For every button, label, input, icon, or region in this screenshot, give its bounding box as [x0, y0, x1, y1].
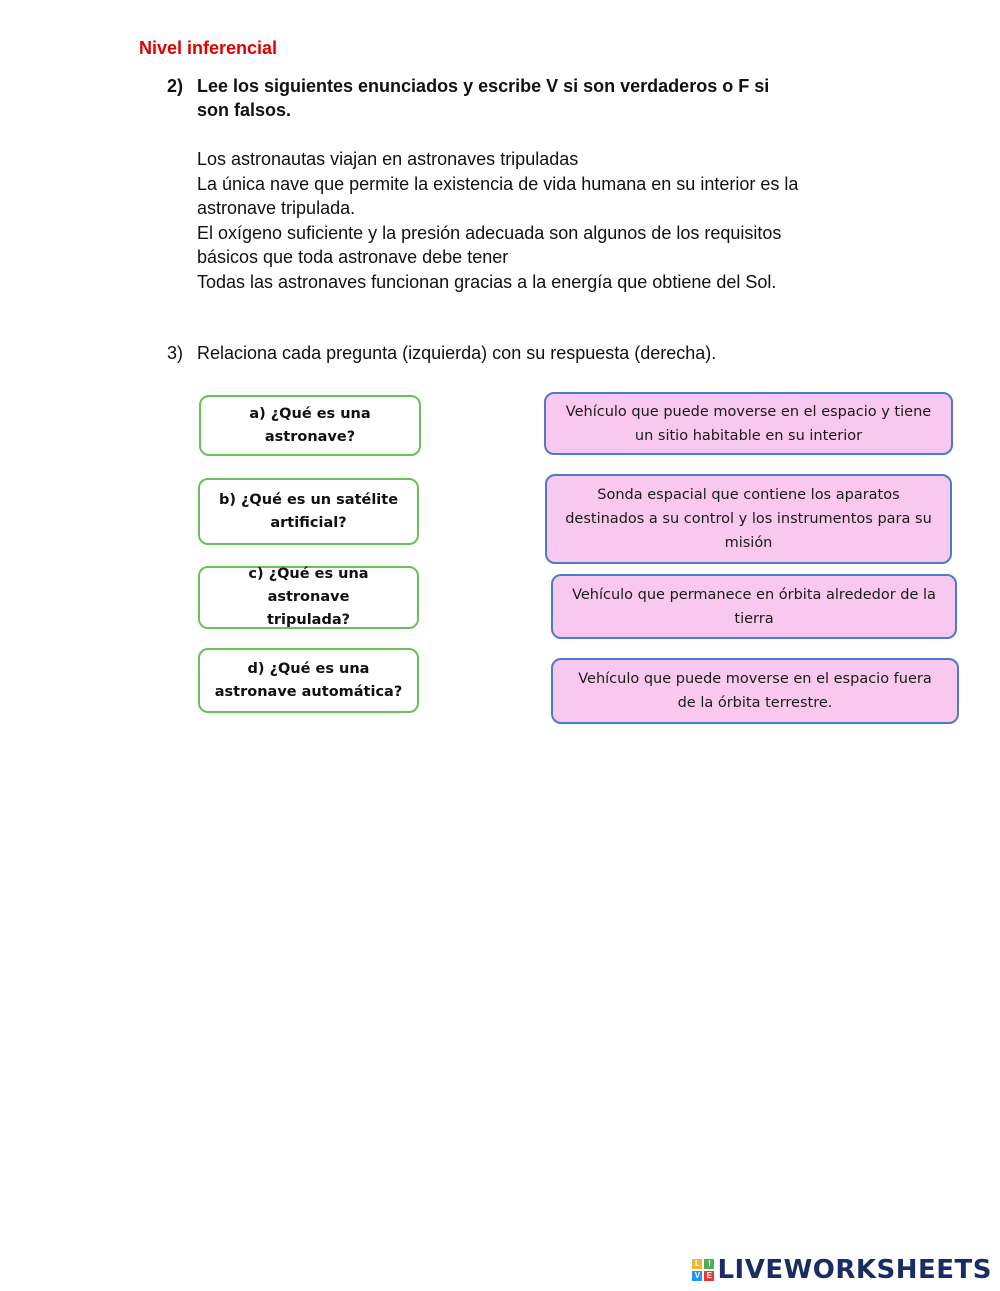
question-d-line2: astronave automática? — [214, 683, 403, 700]
question-box-a[interactable] — [199, 395, 421, 456]
question-a-line1: a) ¿Qué es una — [249, 405, 371, 422]
section-title: Nivel inferencial — [139, 38, 278, 58]
answer-1-line2: un sitio habitable en su interior — [634, 427, 863, 444]
question-2-prompt — [197, 74, 847, 122]
logo-squares-icon — [692, 1259, 714, 1281]
answer-box-1[interactable] — [544, 392, 953, 455]
question-b-line2: artificial? — [270, 514, 347, 531]
question-2-number: 2) — [167, 76, 184, 96]
question-2-prompt-line2: son falsos. — [197, 100, 292, 120]
answer-3-line1: Vehículo que permanece en órbita alrededor de la — [572, 586, 936, 603]
logo-square: I — [704, 1259, 714, 1269]
answer-2-line2: destinados a su control y los instrumentos para su — [565, 511, 932, 527]
statement-list — [197, 147, 877, 294]
logo-square: V — [692, 1271, 702, 1281]
logo-text: LIVEWORKSHEETS — [717, 1255, 992, 1285]
question-box-c[interactable] — [198, 566, 419, 629]
liveworksheets-logo — [692, 1254, 992, 1286]
statement-line: Los astronautas viajan en astronaves tripuladas — [197, 149, 579, 169]
question-3-number: 3) — [167, 343, 184, 363]
question-box-b[interactable] — [198, 478, 419, 545]
answer-2-line1: Sonda espacial que contiene los aparatos — [597, 487, 900, 503]
answer-box-2[interactable] — [545, 474, 952, 564]
logo-square: L — [692, 1259, 702, 1269]
statement-line: La única nave que permite la existencia de vida humana en su interior es la — [197, 173, 799, 194]
question-box-d[interactable] — [198, 648, 419, 713]
statement-line: astronave tripulada. — [197, 198, 356, 218]
answer-4-line1: Vehículo que puede moverse en el espacio fuera — [578, 671, 932, 687]
question-a-line2: astronave? — [264, 428, 356, 445]
answer-3-line2: tierra — [734, 610, 774, 627]
logo-square: E — [704, 1271, 714, 1281]
statement-line: Todas las astronaves funcionan gracias a la energía que obtiene del Sol. — [197, 271, 777, 292]
question-2-prompt-line1: Lee los siguientes enunciados y escribe V si son verdaderos o F si — [197, 76, 770, 96]
statement-line: El oxígeno suficiente y la presión adecuada son algunos de los requisitos — [197, 222, 782, 243]
answer-box-4[interactable] — [551, 658, 959, 724]
question-c-line2: tripulada? — [266, 612, 351, 628]
question-3-prompt: Relaciona cada pregunta (izquierda) con su respuesta (derecha). — [197, 343, 717, 363]
answer-box-3[interactable] — [551, 574, 957, 639]
answer-2-line3: misión — [724, 535, 773, 551]
question-c-line1: c) ¿Qué es una astronave — [248, 566, 369, 605]
answer-1-line1: Vehículo que puede moverse en el espacio y tiene — [565, 403, 932, 420]
statement-line: básicos que toda astronave debe tener — [197, 247, 509, 267]
question-b-line1: b) ¿Qué es un satélite — [218, 491, 399, 508]
answer-4-line2: de la órbita terrestre. — [677, 695, 833, 711]
question-d-line1: d) ¿Qué es una — [247, 660, 370, 677]
